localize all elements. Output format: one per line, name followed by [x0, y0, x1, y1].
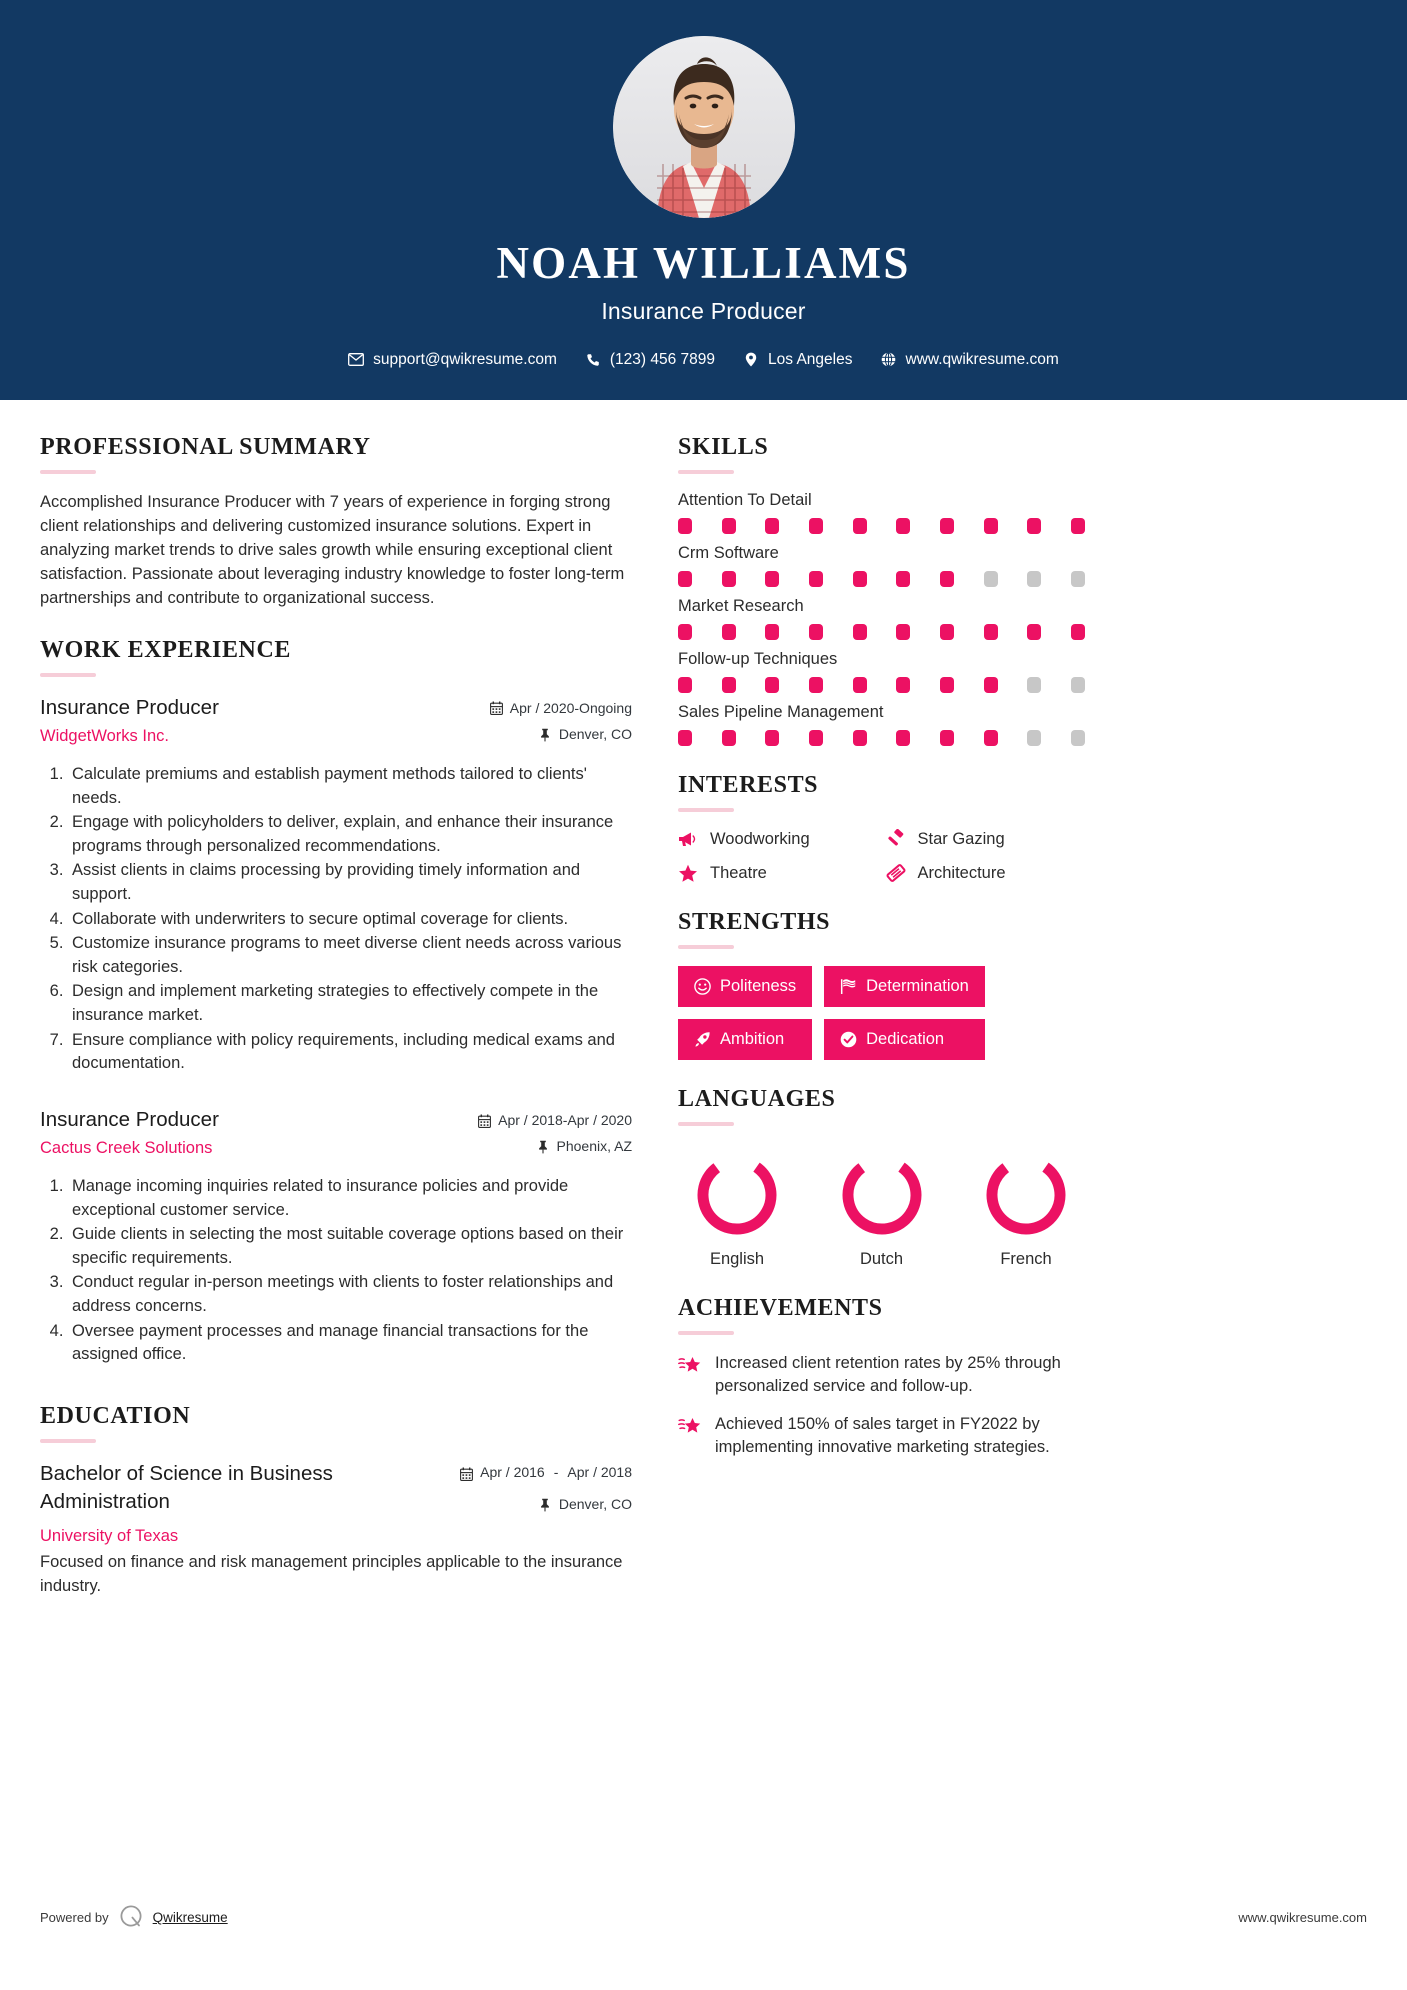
- section-languages: [678, 1086, 1085, 1269]
- language-label: French: [1000, 1250, 1052, 1268]
- section-professional-summary: [40, 434, 632, 611]
- calendar-icon: [460, 1467, 473, 1486]
- duty-item: 1. Manage incoming inquiries related to insurance policies and provide exceptional customer service.: [68, 1175, 632, 1222]
- avatar-photo-icon: [613, 36, 795, 218]
- job-header: [40, 1106, 632, 1163]
- flag-icon: [840, 978, 857, 995]
- education-location-text: Denver, CO: [558, 1496, 632, 1513]
- avatar: [613, 36, 795, 218]
- section-skills: [678, 434, 1085, 746]
- section-heading-work-experience: WORK EXPERIENCE: [40, 636, 292, 663]
- push-pin-icon: [537, 1140, 550, 1154]
- star-icon: [678, 863, 698, 883]
- skill-dot-empty: [1071, 571, 1085, 587]
- skill-dot-filled: [984, 624, 998, 640]
- right-column: [678, 434, 1085, 1625]
- section-interests: [678, 772, 1085, 883]
- push-pin-icon: [539, 728, 552, 742]
- contact-phone[interactable]: [571, 351, 729, 369]
- section-heading-professional-summary: PROFESSIONAL SUMMARY: [40, 434, 371, 460]
- duty-item: 6. Design and implement marketing strategies to effectively compete in the insurance market.: [68, 980, 632, 1027]
- skill-dot-filled: [853, 677, 867, 693]
- contact-location-text: Los Angeles: [768, 350, 853, 368]
- job-dates: [457, 698, 632, 720]
- skills-list: [678, 491, 1085, 746]
- job-role: Insurance Producer: [40, 695, 219, 719]
- contact-email[interactable]: [334, 351, 571, 369]
- skill-dot-filled: [940, 571, 954, 587]
- skill-dot-filled: [765, 571, 779, 587]
- skill-level-meter: [678, 624, 1085, 640]
- skill-dot-filled: [984, 730, 998, 746]
- section-education: [40, 1403, 632, 1599]
- left-column: [40, 434, 632, 1625]
- skill-dot-empty: [1071, 677, 1085, 693]
- footer-powered-by: [40, 1903, 228, 1932]
- phone-icon: [585, 352, 601, 368]
- strength-badge: [824, 1019, 985, 1060]
- skill-dot-filled: [678, 624, 692, 640]
- footer-brand-link[interactable]: Qwikresume: [152, 1910, 228, 1925]
- skill-dot-filled: [1071, 624, 1085, 640]
- job-meta: [457, 1106, 632, 1163]
- interest-item: [886, 863, 1086, 883]
- education-date-end: Apr / 2018: [567, 1463, 632, 1480]
- envelope-icon: [348, 352, 364, 368]
- skill-name: Attention To Detail: [678, 491, 812, 509]
- skill-dot-filled: [853, 571, 867, 587]
- education-location: [457, 1494, 632, 1516]
- language-label: Dutch: [859, 1250, 904, 1268]
- education-header: [40, 1460, 632, 1548]
- interest-label: Woodworking: [710, 829, 810, 848]
- skill-dot-filled: [765, 518, 779, 534]
- strength-label: Politeness: [720, 977, 797, 995]
- skill-dot-filled: [940, 730, 954, 746]
- resume-header: [0, 0, 1407, 400]
- job-role: Insurance Producer: [40, 1107, 219, 1131]
- duty-item: 7. Ensure compliance with policy requirements, including medical exams and documentation.: [68, 1029, 632, 1076]
- interest-label: Theatre: [710, 863, 767, 882]
- language-progress-ring: [836, 1149, 928, 1241]
- skill-dot-filled: [940, 677, 954, 693]
- smiley-icon: [694, 978, 711, 995]
- footer-powered-by-label: Powered by: [40, 1910, 109, 1925]
- skill-dot-filled: [1027, 624, 1041, 640]
- work-experience-item: [40, 694, 632, 1076]
- professional-summary-text: Accomplished Insurance Producer with 7 years of experience in forging strong client relationships and delivering customized insurance solutions. Expert in analyzing market trends to drive sales growth while ensuring exceptional client satisfaction. Passionate about leveraging industry knowledge to foster long-term partnerships and contribute to organizational success.: [40, 493, 625, 607]
- strength-badge: [678, 966, 812, 1007]
- skill-dot-filled: [853, 730, 867, 746]
- job-dates: [457, 1110, 632, 1132]
- heading-rule: [678, 945, 734, 949]
- interest-label: Architecture: [917, 863, 1006, 882]
- ticket-icon: [886, 863, 906, 883]
- skill-name: Market Research: [678, 597, 804, 615]
- skill-row: [678, 703, 1085, 746]
- skill-dot-filled: [940, 624, 954, 640]
- skill-dot-filled: [984, 518, 998, 534]
- qwikresume-logo-icon: [118, 1903, 144, 1932]
- skill-dot-filled: [765, 677, 779, 693]
- contact-website[interactable]: [867, 351, 1073, 369]
- section-achievements: [678, 1295, 1085, 1460]
- duty-item: 2. Guide clients in selecting the most suitable coverage options based on their specific requirements.: [68, 1223, 632, 1270]
- skill-dot-filled: [809, 624, 823, 640]
- interest-item: [886, 829, 1086, 849]
- language-label: English: [709, 1250, 765, 1268]
- skill-dot-filled: [678, 518, 692, 534]
- job-meta: [457, 694, 632, 751]
- rocket-icon: [694, 1031, 711, 1048]
- globe-icon: [881, 352, 897, 368]
- skill-dot-filled: [984, 677, 998, 693]
- skill-dot-empty: [984, 571, 998, 587]
- education-item: [40, 1460, 632, 1599]
- skill-dot-empty: [1027, 730, 1041, 746]
- job-location-text: Phoenix, AZ: [556, 1138, 632, 1155]
- languages-row: [678, 1143, 1085, 1269]
- section-heading-skills: SKILLS: [678, 434, 769, 460]
- education-identity: [40, 1460, 440, 1548]
- skill-name: Sales Pipeline Management: [678, 703, 884, 721]
- skill-dot-filled: [722, 677, 736, 693]
- section-heading-education: EDUCATION: [40, 1402, 191, 1429]
- strengths-grid: [678, 966, 1085, 1060]
- shooting-star-icon: [678, 1354, 702, 1378]
- heading-rule: [40, 470, 96, 474]
- footer-website[interactable]: www.qwikresume.com: [1238, 1910, 1367, 1925]
- skill-dot-filled: [678, 730, 692, 746]
- duty-item: 3. Conduct regular in-person meetings with clients to foster relationships and address concerns.: [68, 1271, 632, 1318]
- language-item: [823, 1149, 941, 1269]
- skill-dot-filled: [896, 624, 910, 640]
- job-dates-text: Apr / 2020-Ongoing: [509, 699, 632, 716]
- contact-website-text: www.qwikresume.com: [905, 350, 1059, 368]
- skill-dot-empty: [1071, 730, 1085, 746]
- skill-dot-filled: [809, 518, 823, 534]
- strength-label: Ambition: [720, 1030, 785, 1048]
- skill-dot-filled: [896, 571, 910, 587]
- shooting-star-icon: [678, 1415, 702, 1439]
- skill-dot-filled: [765, 624, 779, 640]
- skill-name: Follow-up Techniques: [678, 650, 838, 668]
- skill-dot-filled: [765, 730, 779, 746]
- skill-row: [678, 650, 1085, 693]
- job-header: [40, 694, 632, 751]
- skill-dot-filled: [722, 624, 736, 640]
- skill-row: [678, 597, 1085, 640]
- header-subtitle: Insurance Producer: [601, 297, 806, 324]
- heading-rule: [678, 808, 734, 812]
- skill-dot-filled: [722, 730, 736, 746]
- job-location: [457, 724, 632, 746]
- education-date-separator: -: [553, 1463, 559, 1480]
- skill-dot-filled: [1071, 518, 1085, 534]
- job-identity: [40, 1106, 457, 1160]
- skill-dot-filled: [809, 730, 823, 746]
- page-title: NOAH WILLIAMS: [496, 238, 911, 288]
- section-heading-interests: INTERESTS: [678, 772, 819, 798]
- skill-dot-filled: [853, 518, 867, 534]
- interest-item: [678, 829, 878, 849]
- education-dates: [457, 1464, 632, 1486]
- skill-dot-empty: [1027, 571, 1041, 587]
- map-pin-icon: [743, 352, 759, 368]
- skill-level-meter: [678, 518, 1085, 534]
- strength-label: Dedication: [866, 1030, 945, 1048]
- job-duties: [40, 763, 632, 1076]
- job-company: Cactus Creek Solutions: [40, 1139, 213, 1158]
- strength-badge: [678, 1019, 812, 1060]
- skill-dot-filled: [809, 571, 823, 587]
- push-pin-icon: [539, 1498, 552, 1512]
- check-circle-icon: [840, 1031, 857, 1048]
- skill-dot-empty: [1027, 677, 1041, 693]
- contact-location: [729, 351, 866, 369]
- megaphone-icon: [678, 829, 698, 849]
- interest-item: [678, 863, 878, 883]
- duty-item: 5. Customize insurance programs to meet diverse client needs across various risk categories.: [68, 932, 632, 979]
- skill-dot-filled: [896, 730, 910, 746]
- section-heading-strengths: STRENGTHS: [678, 909, 831, 935]
- education-school: University of Texas: [40, 1527, 179, 1546]
- education-description: Focused on finance and risk management principles applicable to the insurance industry.: [40, 1553, 623, 1596]
- duty-item: 4. Collaborate with underwriters to secure optimal coverage for clients.: [68, 908, 632, 932]
- job-dates-text: Apr / 2018-Apr / 2020: [498, 1111, 632, 1128]
- achievement-text: Increased client retention rates by 25% through personalized service and follow-up.: [715, 1354, 1061, 1396]
- contact-row: [0, 351, 1407, 369]
- heading-rule: [678, 1122, 734, 1126]
- duty-item: 3. Assist clients in claims processing by providing timely information and support.: [68, 859, 632, 906]
- job-company: WidgetWorks Inc.: [40, 727, 169, 746]
- job-duties: [40, 1175, 632, 1367]
- work-experience-item: [40, 1106, 632, 1367]
- achievement-item: [678, 1413, 1085, 1460]
- contact-email-text: support@qwikresume.com: [373, 350, 557, 368]
- skill-dot-filled: [678, 677, 692, 693]
- skill-dot-filled: [853, 624, 867, 640]
- language-item: [967, 1149, 1085, 1269]
- skill-level-meter: [678, 730, 1085, 746]
- skill-dot-filled: [896, 518, 910, 534]
- skill-dot-filled: [722, 518, 736, 534]
- language-progress-ring: [691, 1149, 783, 1241]
- interests-grid: [678, 829, 1085, 883]
- calendar-icon: [478, 1114, 491, 1128]
- section-strengths: [678, 909, 1085, 1060]
- skill-dot-filled: [896, 677, 910, 693]
- calendar-icon: [490, 701, 503, 715]
- contact-phone-text: (123) 456 7899: [609, 350, 716, 368]
- skill-level-meter: [678, 571, 1085, 587]
- heading-rule: [40, 673, 96, 677]
- education-meta: [457, 1460, 632, 1521]
- duty-item: 2. Engage with policyholders to deliver, explain, and enhance their insurance programs through personalized recommendations.: [68, 811, 632, 858]
- achievement-item: [678, 1352, 1085, 1399]
- job-location: [457, 1136, 632, 1158]
- education-date-start: Apr / 2016: [480, 1463, 545, 1480]
- strength-badge: [824, 966, 985, 1007]
- skill-dot-filled: [678, 571, 692, 587]
- skill-dot-filled: [722, 571, 736, 587]
- page-footer: [0, 1903, 1407, 1932]
- skill-dot-filled: [1027, 518, 1041, 534]
- job-identity: [40, 694, 457, 748]
- skill-dot-filled: [809, 677, 823, 693]
- gavel-icon: [886, 829, 906, 849]
- strength-label: Determination: [866, 977, 969, 995]
- section-heading-achievements: ACHIEVEMENTS: [678, 1295, 883, 1321]
- duty-item: 4. Oversee payment processes and manage financial transactions for the assigned office.: [68, 1320, 632, 1367]
- heading-rule: [40, 1439, 96, 1443]
- language-progress-ring: [980, 1149, 1072, 1241]
- skill-row: [678, 544, 1085, 587]
- skill-level-meter: [678, 677, 1085, 693]
- heading-rule: [678, 470, 734, 474]
- job-location-text: Denver, CO: [558, 726, 632, 743]
- section-work-experience: [40, 637, 632, 1367]
- interest-label: Star Gazing: [917, 829, 1005, 848]
- skill-name: Crm Software: [678, 544, 779, 562]
- resume-body: [0, 400, 1407, 1625]
- achievement-text: Achieved 150% of sales target in FY2022 by implementing innovative marketing strategies.: [715, 1414, 1050, 1457]
- section-heading-languages: LANGUAGES: [678, 1086, 836, 1112]
- skill-row: [678, 491, 1085, 534]
- language-item: [678, 1149, 796, 1269]
- skill-dot-filled: [940, 518, 954, 534]
- education-degree: Bachelor of Science in Business Administration: [40, 1461, 333, 1513]
- duty-item: 1. Calculate premiums and establish payment methods tailored to clients' needs.: [68, 763, 632, 810]
- heading-rule: [678, 1331, 734, 1335]
